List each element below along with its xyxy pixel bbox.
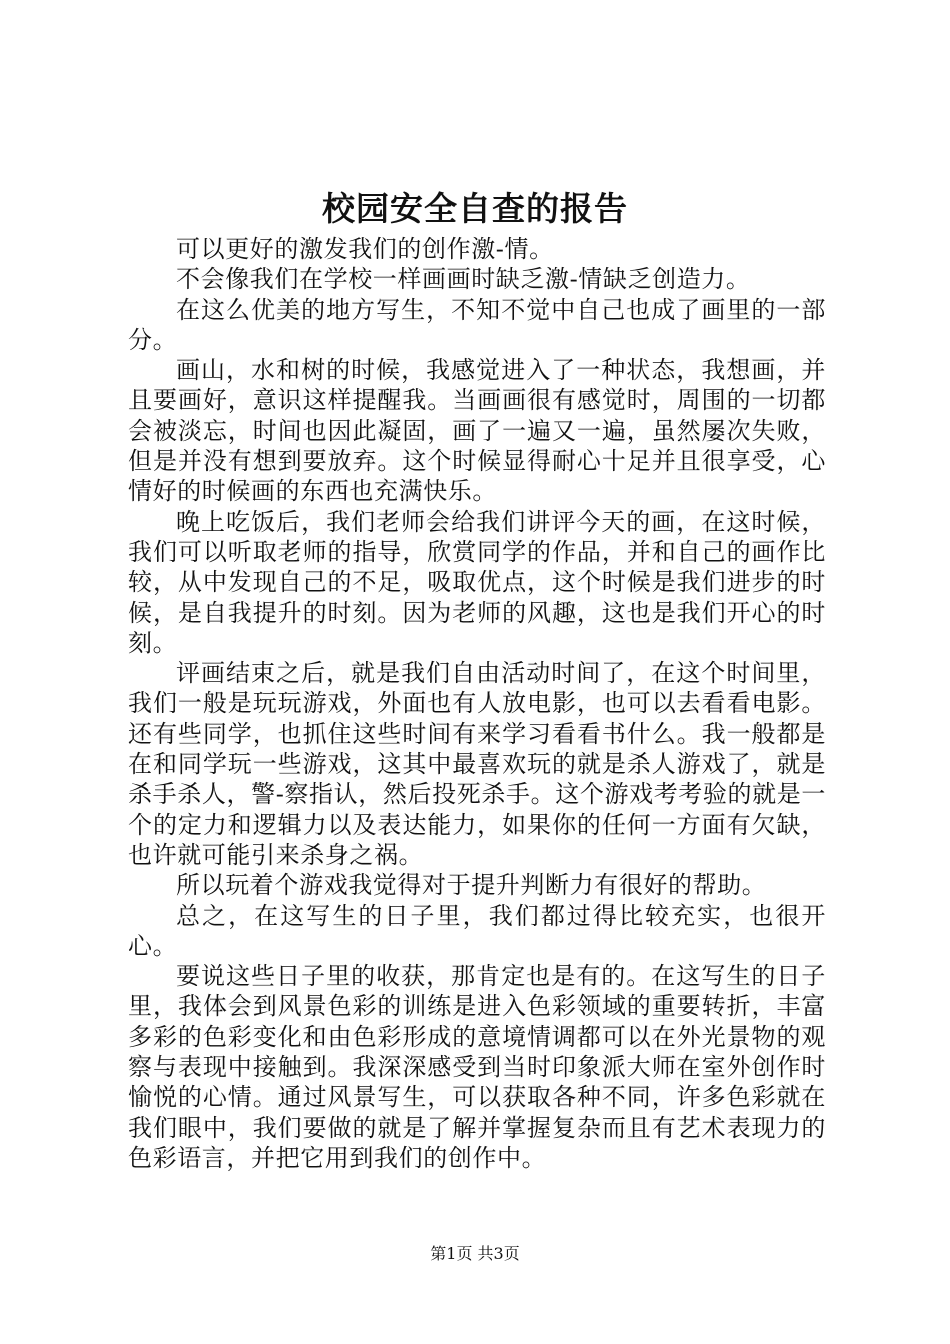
paragraph: 总之，在这写生的日子里，我们都过得比较充实，也很开心。 [128, 901, 826, 960]
paragraph: 画山，水和树的时候，我感觉进入了一种状态，我想画，并且要画好，意识这样提醒我。当画画很有感觉时，周围的一切都会被淡忘，时间也因此凝固，画了一遍又一遍，虽然屡次失败，但是并没有想到要放弃。这个时候显得耐心十足并且很享受，心情好的时候画的东西也充满快乐。 [128, 356, 826, 506]
paragraph: 不会像我们在学校一样画画时缺乏激-情缺乏创造力。 [176, 265, 751, 294]
paragraph: 在这么优美的地方写生，不知不觉中自己也成了画里的一部分。 [128, 295, 826, 354]
page-number-footer: 第1页 共3页 [430, 1244, 520, 1263]
paragraph: 所以玩着个游戏我觉得对于提升判断力有很好的帮助。 [176, 871, 767, 900]
paragraph: 可以更好的激发我们的创作激-情。 [176, 235, 554, 263]
paragraph: 评画结束之后，就是我们自由活动时间了，在这个时间里，我们一般是玩玩游戏，外面也有人放电影，也可以去看看电影。还有些同学，也抓住这些时间有来学习看看书什么。我一般都是在和同学玩一些游戏，这其中最喜欢玩的就是杀人游戏了，就是杀手杀人，警-察指认，然后投死杀手。这个游戏考考验的就是一个的定力和逻辑力以及表达能力，如果你的任何一方面有欠缺，也许就可能引来杀身之祸。 [128, 659, 826, 869]
paragraph: 要说这些日子里的收获，那肯定也是有的。在这写生的日子里，我体会到风景色彩的训练是进入色彩领域的重要转折，丰富多彩的色彩变化和由色彩形成的意境情调都可以在外光景物的观察与表现中接触到。我深深感受到当时印象派大师在室外创作时愉悦的心情。通过风景写生，可以获取各种不同，许多色彩就在我们眼中，我们要做的就是了解并掌握复杂而且有艺术表现力的色彩语言，并把它用到我们的创作中。 [128, 962, 826, 1172]
document-body [128, 234, 826, 1173]
paragraph: 晚上吃饭后，我们老师会给我们讲评今天的画，在这时候，我们可以听取老师的指导，欣赏同学的作品，并和自己的画作比较，从中发现自己的不足，吸取优点，这个时候是我们进步的时候，是自我提升的时刻。因为老师的风趣，这也是我们开心的时刻。 [128, 507, 826, 657]
document-title: 校园安全自查的报告 [322, 189, 628, 228]
